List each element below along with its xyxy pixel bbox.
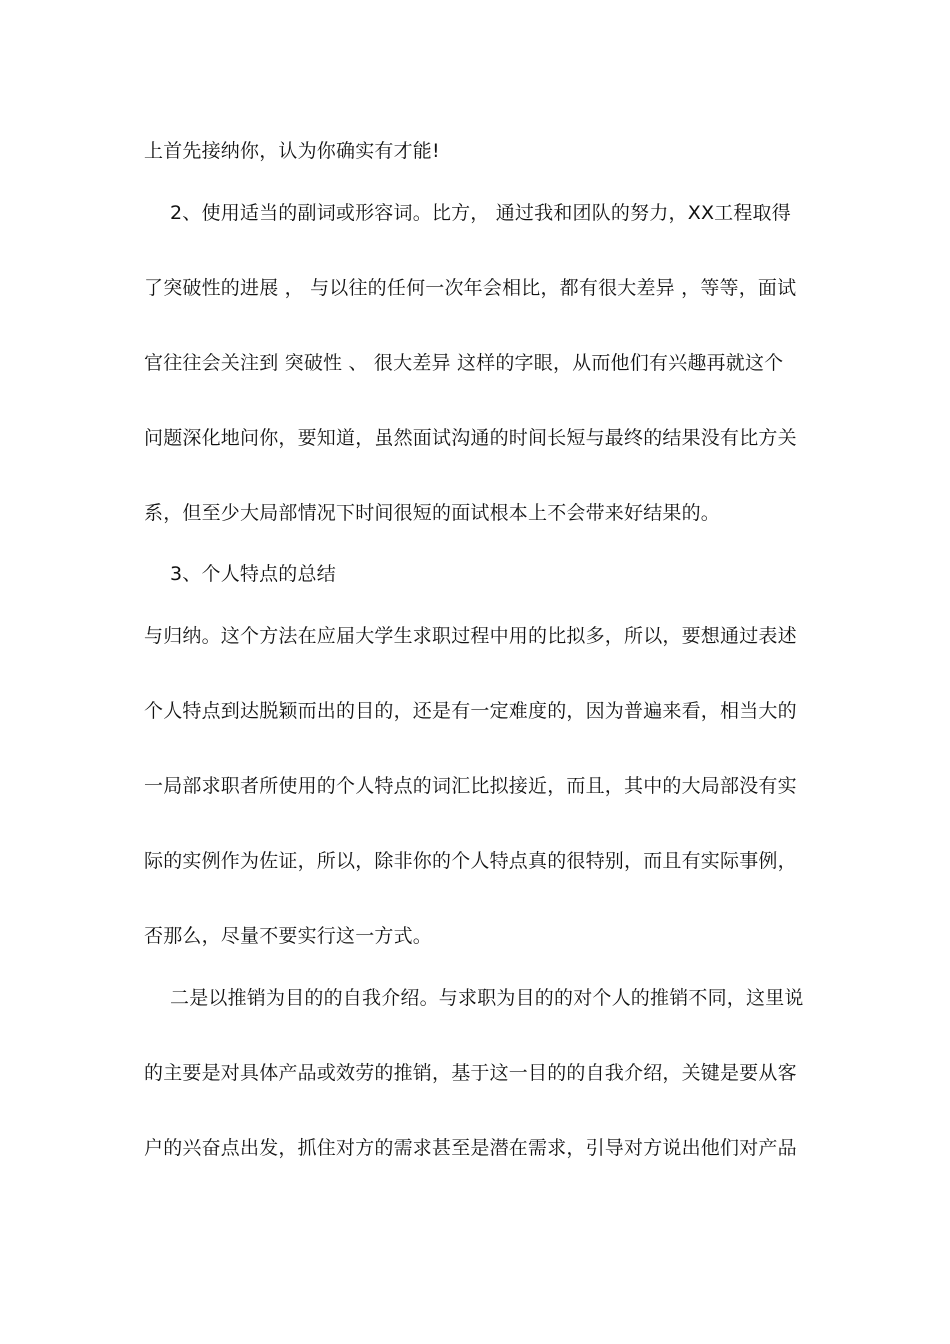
paragraph-line: 官往往会关注到 突破性 、 很大差异 这样的字眼，从而他们有兴趣再就这个 (144, 352, 784, 374)
paragraph-line: 2、使用适当的副词或形容词。比方， 通过我和团队的努力，XX工程取得 (170, 202, 791, 224)
section-heading: 3、个人特点的总结 (170, 563, 336, 585)
paragraph-line: 上首先接纳你，认为你确实有才能! (144, 140, 440, 162)
paragraph-line: 系，但至少大局部情况下时间很短的面试根本上不会带来好结果的。 (144, 502, 721, 524)
paragraph-line: 际的实例作为佐证，所以，除非你的个人特点真的很特别，而且有实际事例， (144, 850, 797, 872)
paragraph-line: 个人特点到达脱颖而出的目的，还是有一定难度的，因为普遍来看，相当大的 (144, 700, 797, 722)
paragraph-line: 的主要是对具体产品或效劳的推销，基于这一目的的自我介绍，关键是要从客 (144, 1062, 797, 1084)
paragraph-line: 户的兴奋点出发，抓住对方的需求甚至是潜在需求，引导对方说出他们对产品 (144, 1137, 797, 1159)
paragraph-line: 与归纳。这个方法在应届大学生求职过程中用的比拟多，所以，要想通过表述 (144, 625, 797, 647)
paragraph-line: 了突破性的进展 ， 与以往的任何一次年会相比，都有很大差异 ，等等，面试 (144, 277, 797, 299)
paragraph-line: 一局部求职者所使用的个人特点的词汇比拟接近，而且，其中的大局部没有实 (144, 775, 797, 797)
paragraph-line: 问题深化地问你，要知道，虽然面试沟通的时间长短与最终的结果没有比方关 (144, 427, 797, 449)
paragraph-line: 否那么，尽量不要实行这一方式。 (144, 925, 433, 947)
paragraph-line: 二是以推销为目的的自我介绍。与求职为目的的对个人的推销不同，这里说 (170, 987, 804, 1009)
